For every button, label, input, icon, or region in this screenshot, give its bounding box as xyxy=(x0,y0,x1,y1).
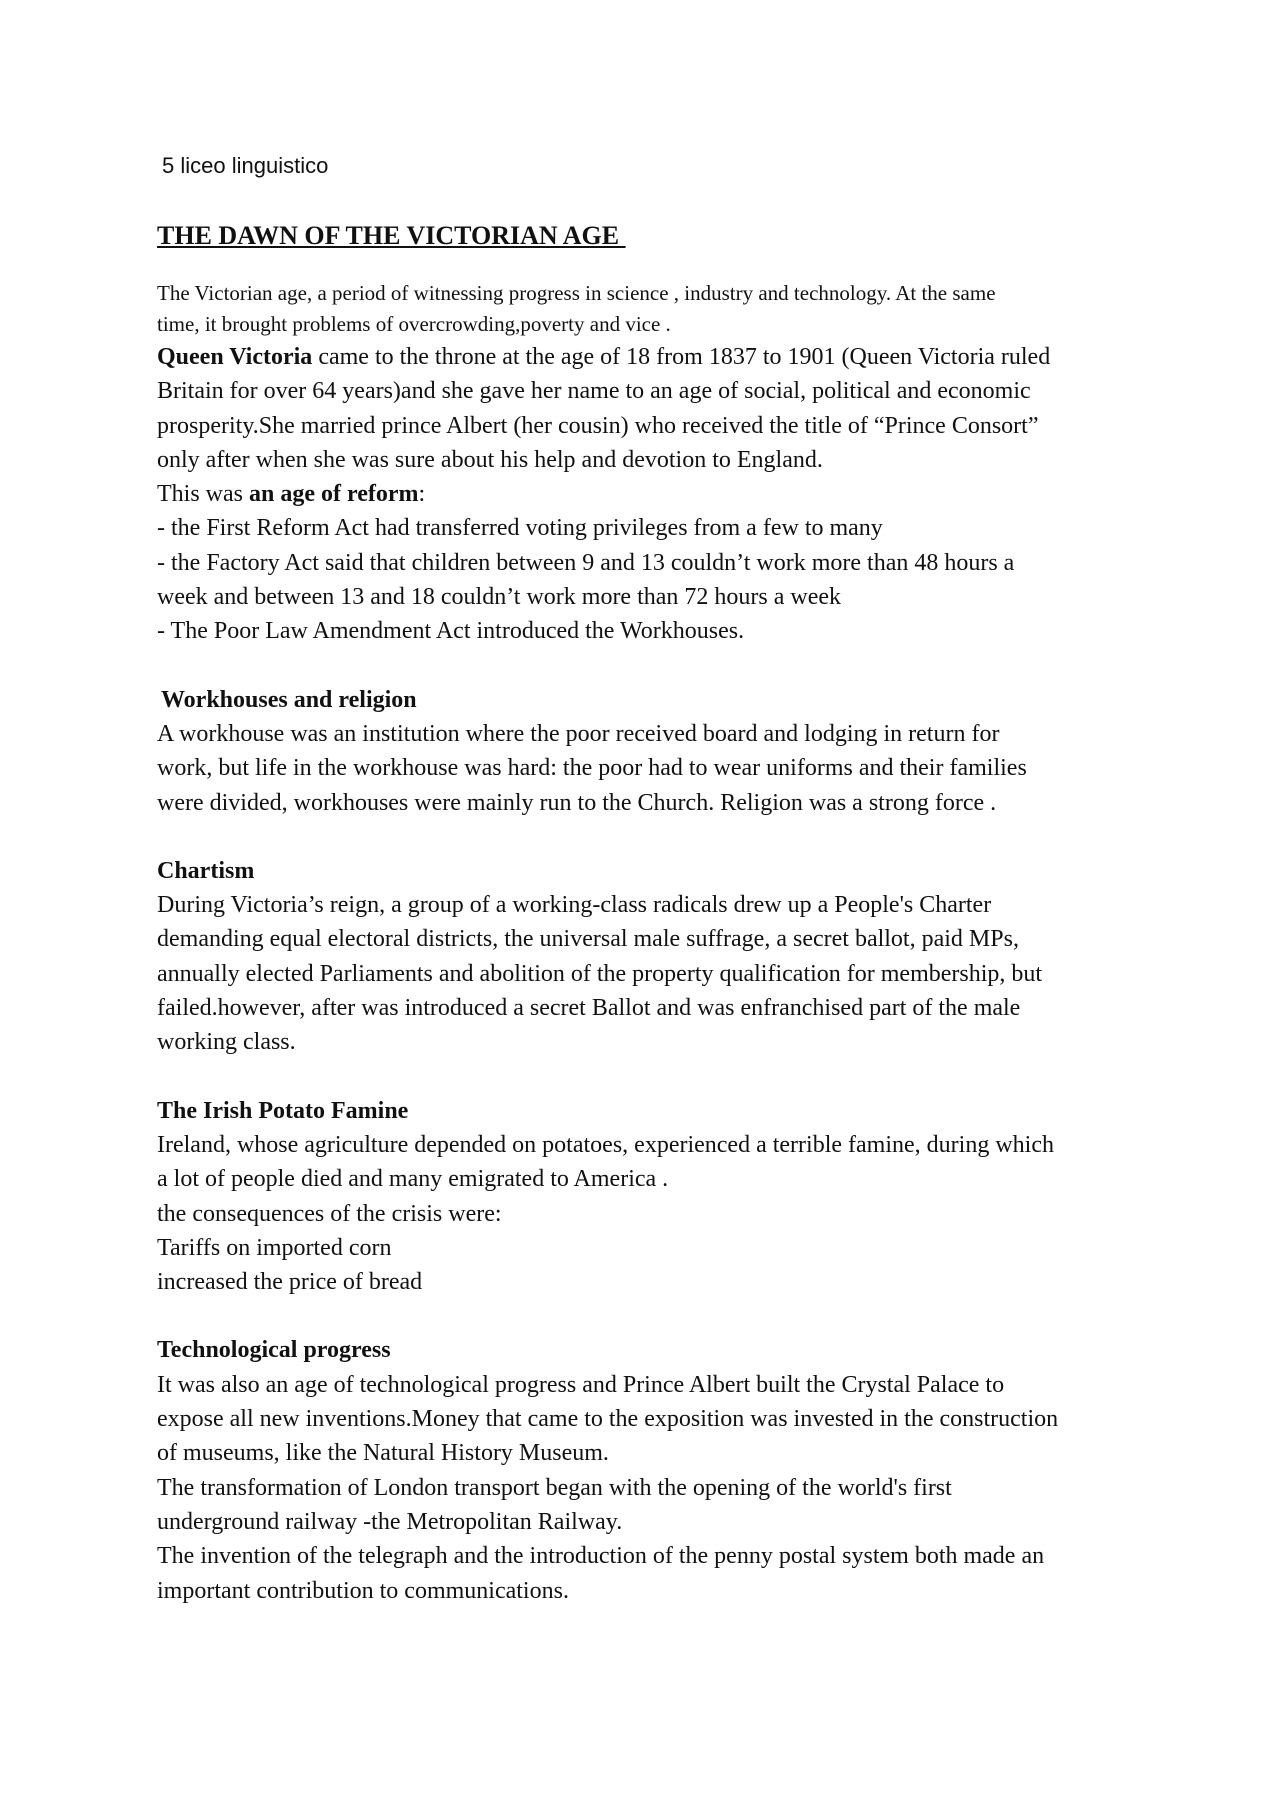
section-heading xyxy=(157,1333,1147,1367)
section-heading xyxy=(157,854,1147,888)
queen-victoria-bold: Queen Victoria xyxy=(157,344,313,370)
spacer xyxy=(157,1060,1147,1094)
class-label: 5 liceo linguistico xyxy=(162,153,329,178)
section-line: underground railway -the Metropolitan Railway. xyxy=(157,1508,623,1535)
section-line: During Victoria’s reign, a group of a working-class radicals drew up a People's Charter xyxy=(157,892,992,919)
section-line: The invention of the telegraph and the introduction of the penny postal system both made an xyxy=(157,1543,1045,1570)
reform-item: - The Poor Law Amendment Act introduced the Workhouses. xyxy=(157,618,745,645)
reform-item: week and between 13 and 18 couldn’t work more than 72 hours a week xyxy=(157,584,842,611)
section-heading xyxy=(157,683,1147,717)
section-heading xyxy=(157,1094,1147,1128)
intro-paragraph xyxy=(157,278,1147,340)
section-line: were divided, workhouses were mainly run to the Church. Religion was a strong force . xyxy=(157,789,997,816)
victoria-line: Britain for over 64 years)and she gave her name to an age of social, political and economic xyxy=(157,378,1031,405)
workhouses-heading: Workhouses and religion xyxy=(161,686,417,713)
section-line: of museums, like the Natural History Museum. xyxy=(157,1440,609,1467)
section-line: expose all new inventions.Money that came to the exposition was invested in the construction xyxy=(157,1406,1059,1433)
spacer xyxy=(157,649,1147,683)
intro-line: time, it brought problems of overcrowding,poverty and vice . xyxy=(157,312,671,336)
reform-prefix: This was xyxy=(157,481,249,508)
intro-line: The Victorian age, a period of witnessing progress in science , industry and technology. At the same xyxy=(157,281,996,305)
reform-intro-line xyxy=(157,477,1147,511)
section-line: annually elected Parliaments and abolition of the property qualification for membership, but xyxy=(157,960,1043,987)
victoria-line: prosperity.She married prince Albert (her cousin) who received the title of “Prince Consort” xyxy=(157,412,1039,439)
page-title: THE DAWN OF THE VICTORIAN AGE xyxy=(157,221,626,250)
section-line: A workhouse was an institution where the poor received board and lodging in return for xyxy=(157,720,1000,747)
section-line: demanding equal electoral districts, the universal male suffrage, a secret ballot, paid MPs, xyxy=(157,926,1019,953)
reform-item: - the Factory Act said that children between 9 and 13 couldn’t work more than 48 hours a xyxy=(157,549,1015,576)
famine-heading: The Irish Potato Famine xyxy=(157,1097,409,1124)
section-line: Ireland, whose agriculture depended on potatoes, experienced a terrible famine, during which xyxy=(157,1131,1054,1158)
section-line: failed.however, after was introduced a secret Ballot and was enfranchised part of the male xyxy=(157,995,1021,1022)
victoria-line xyxy=(157,340,1147,374)
section-line: a lot of people died and many emigrated to America . xyxy=(157,1166,669,1193)
victoria-paragraph xyxy=(157,340,1147,649)
spacer xyxy=(157,820,1147,854)
technology-section xyxy=(157,1333,1147,1607)
section-line: the consequences of the crisis were: xyxy=(157,1200,502,1227)
reform-suffix: : xyxy=(418,481,426,508)
section-line: work, but life in the workhouse was hard: the poor had to wear uniforms and their families xyxy=(157,755,1027,782)
victoria-line-text: came to the throne at the age of 18 from 1837 to 1901 (Queen Victoria ruled xyxy=(312,344,1051,370)
section-line: working class. xyxy=(157,1029,296,1056)
technology-heading: Technological progress xyxy=(157,1337,391,1364)
document-page xyxy=(157,150,1147,1608)
section-line: Tariffs on imported corn xyxy=(157,1234,392,1261)
workhouses-section xyxy=(157,683,1147,820)
section-line: It was also an age of technological progress and Prince Albert built the Crystal Palace to xyxy=(157,1371,1005,1398)
spacer xyxy=(157,1299,1147,1333)
section-line: important contribution to communications. xyxy=(157,1577,569,1604)
chartism-heading: Chartism xyxy=(157,857,255,884)
reform-item: - the First Reform Act had transferred voting privileges from a few to many xyxy=(157,515,883,542)
section-line: The transformation of London transport began with the opening of the world's first xyxy=(157,1474,952,1501)
victoria-line: only after when she was sure about his help and devotion to England. xyxy=(157,446,823,473)
chartism-section xyxy=(157,854,1147,1060)
section-line: increased the price of bread xyxy=(157,1269,423,1296)
reform-bold: an age of reform xyxy=(249,481,419,508)
famine-section xyxy=(157,1094,1147,1300)
